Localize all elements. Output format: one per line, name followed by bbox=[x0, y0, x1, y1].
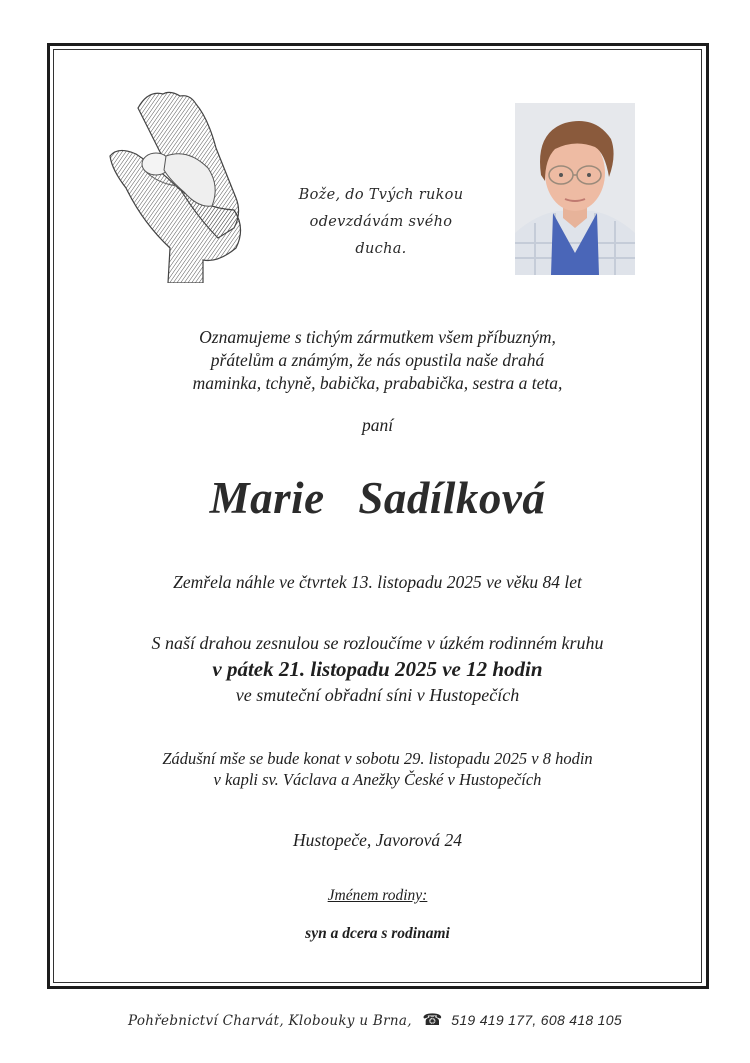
family-address: Hustopeče, Javorová 24 bbox=[293, 830, 462, 850]
last-name: Sadílková bbox=[358, 473, 546, 523]
announcement-line: přátelům a známým, že nás opustila naše drahá bbox=[210, 350, 545, 370]
funeral-company: Pohřebnictví Charvát, Klobouky u Brna, bbox=[128, 1013, 412, 1029]
mass-line: v kapli sv. Václava a Anežky České v Hustopečích bbox=[213, 770, 542, 789]
announcement-text bbox=[53, 326, 702, 395]
motto bbox=[288, 182, 474, 263]
family-label: Jménem rodiny: bbox=[327, 887, 428, 904]
family-names: syn a dcera s rodinami bbox=[305, 925, 450, 942]
motto-line: odevzdávám svého ducha. bbox=[309, 214, 453, 257]
death-notice: Zemřela náhle ve čtvrtek 13. listopadu 2025 ve věku 84 let bbox=[173, 572, 582, 592]
farewell-line: S naší drahou zesnulou se rozloučíme v úzkém rodinném kruhu bbox=[151, 633, 604, 653]
honorific: paní bbox=[361, 415, 394, 435]
hand-holding-child-icon bbox=[108, 88, 248, 283]
portrait-photo bbox=[515, 103, 635, 275]
farewell-place: ve smuteční obřadní síni v Hustopečích bbox=[235, 685, 520, 705]
mass-line: Zádušní mše se bude konat v sobotu 29. listopadu 2025 v 8 hodin bbox=[162, 749, 593, 768]
phone-numbers: 519 419 177, 608 418 105 bbox=[451, 1012, 622, 1028]
telephone-icon: ☎ bbox=[422, 1010, 443, 1029]
deceased-name bbox=[53, 472, 702, 524]
farewell-date-time: v pátek 21. listopadu 2025 ve 12 hodin bbox=[212, 657, 543, 681]
footer bbox=[0, 1010, 750, 1029]
announcement-line: Oznamujeme s tichým zármutkem všem příbuzným, bbox=[199, 327, 556, 347]
memorial-mass-info bbox=[53, 748, 702, 790]
announcement-line: maminka, tchyně, babička, prababička, sestra a teta, bbox=[192, 373, 563, 393]
farewell-info bbox=[53, 631, 702, 708]
first-name: Marie bbox=[209, 473, 325, 523]
motto-line: Bože, do Tvých rukou bbox=[298, 187, 464, 203]
